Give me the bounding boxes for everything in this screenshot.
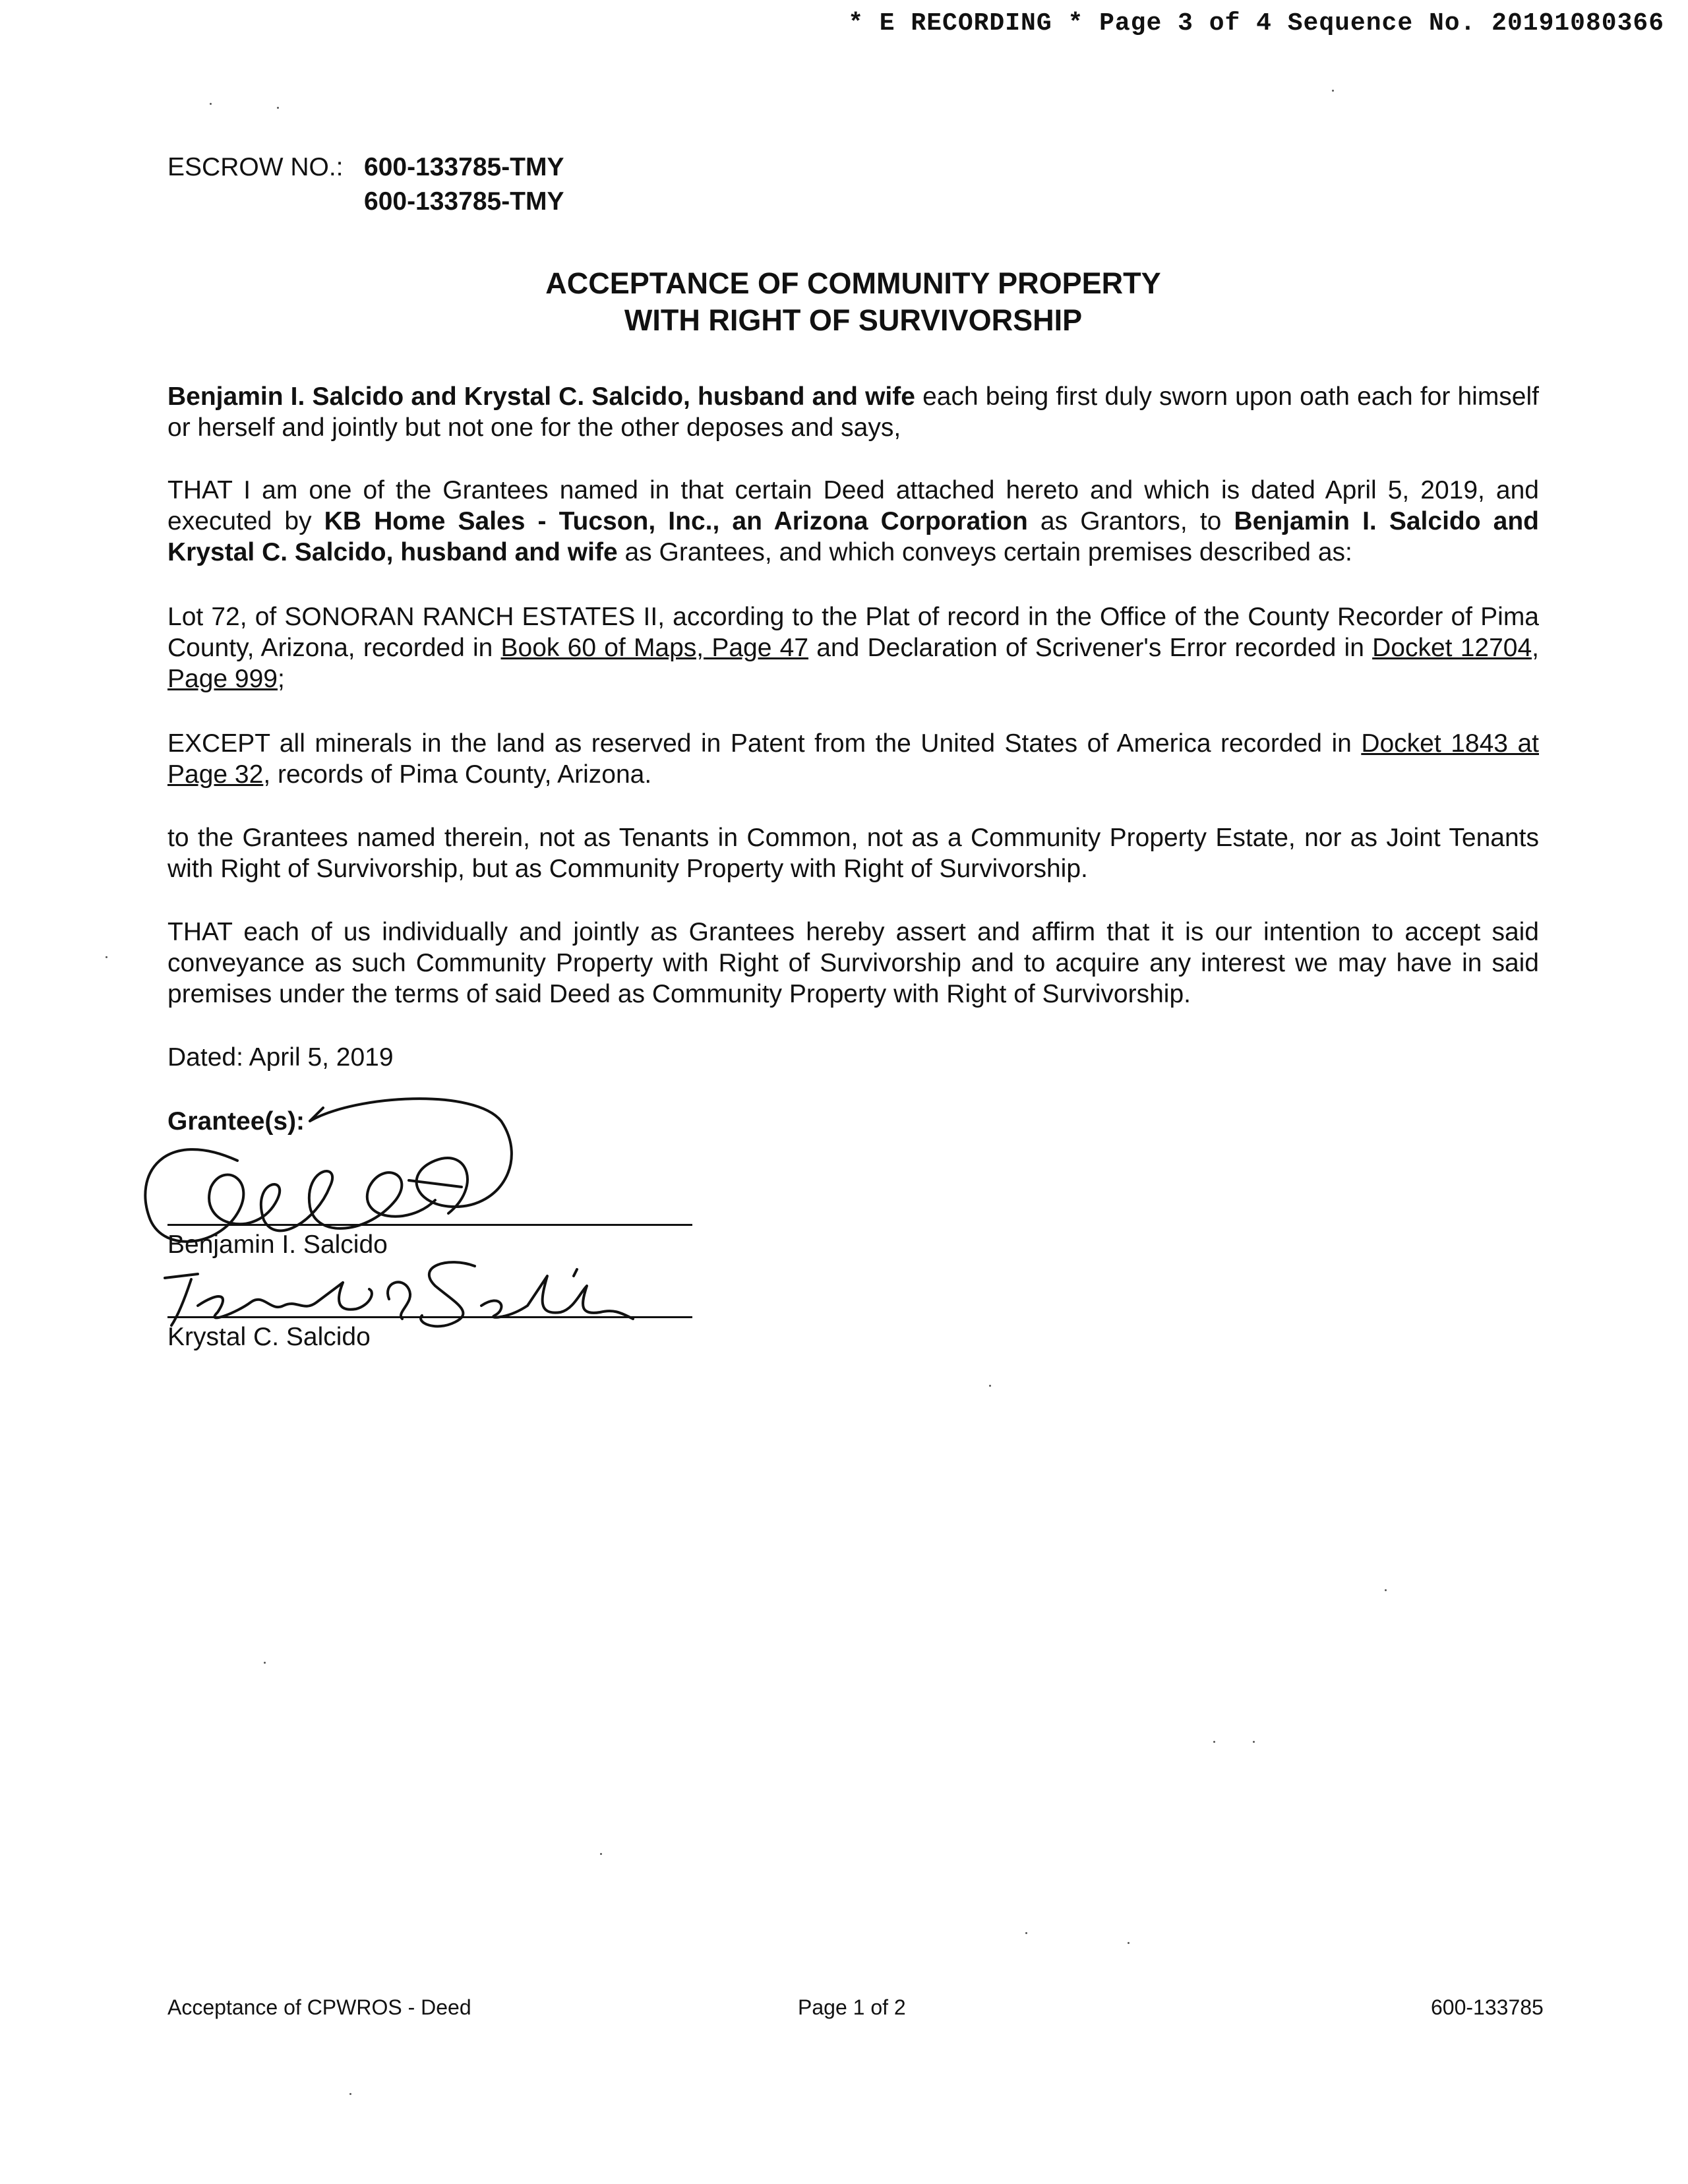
scan-speck: [1253, 1741, 1255, 1743]
legal-text-2: and Declaration of Scrivener's Error recorded in: [808, 634, 1373, 662]
escrow-label: ESCROW NO.:: [167, 153, 344, 181]
recording-header: * E RECORDING * Page 3 of 4 Sequence No. 20191080366: [848, 9, 1664, 38]
footer-right: 600-133785: [1431, 1995, 1544, 2019]
scan-speck: [1332, 90, 1334, 92]
legal-text-3: ;: [278, 665, 285, 693]
scan-speck: [600, 1853, 602, 1855]
deposition-text: each being first duly sworn upon oath each for himself or herself and jointly but not one for the other deposes and says,: [167, 382, 1539, 442]
escrow-number-repeat: 600-133785-TMY: [364, 187, 564, 216]
title-line-2: WITH RIGHT OF SURVIVORSHIP: [624, 303, 1083, 337]
title-line-1: ACCEPTANCE OF COMMUNITY PROPERTY: [545, 266, 1161, 300]
scan-speck: [1025, 1932, 1027, 1934]
exception-text-1: EXCEPT all minerals in the land as reserved in Patent from the United States of America recorded in: [167, 729, 1362, 758]
scan-speck: [349, 2093, 351, 2095]
grantees-names: Benjamin I. Salcido and Krystal C. Salcido, husband and wife: [167, 382, 915, 411]
footer-left: Acceptance of CPWROS - Deed: [167, 1995, 471, 2019]
grantees-names-2: Benjamin I. Salcido and Krystal C. Salcido, husband and wife: [167, 507, 1539, 566]
scan-speck: [1213, 1741, 1215, 1743]
legal-text-1: Lot 72, of SONORAN RANCH ESTATES II, according to the Plat of record in the Office of the County Recorder of Pima County, Arizona, recorded in: [167, 603, 1539, 662]
patent-docket-link[interactable]: Docket 1843 at Page 32: [167, 729, 1539, 789]
scan-speck: [1385, 1589, 1387, 1591]
signer-1-name: Benjamin I. Salcido: [167, 1230, 388, 1259]
footer-page-number: Page 1 of 2: [798, 1995, 906, 2019]
signature-2-stroke: [165, 1274, 372, 1325]
exception-text-2: , records of Pima County, Arizona.: [263, 760, 652, 789]
deed-text-1: THAT I am one of the Grantees named in that certain Deed attached hereto and which is dated April 5, 2019, and executed by: [167, 476, 1539, 535]
escrow-number: 600-133785-TMY: [364, 153, 564, 181]
scan-speck: [1128, 1942, 1130, 1944]
signature-1-stroke: [310, 1099, 512, 1213]
docket-link[interactable]: Docket 12704, Page 999: [167, 634, 1539, 693]
scan-speck: [277, 107, 279, 109]
scan-speck: [210, 103, 212, 105]
deed-text-3: as Grantees, and which conveys certain premises described as:: [617, 538, 1352, 566]
affirmation-text: THAT each of us individually and jointly as Grantees hereby assert and affirm that it is our intention to accept said conveyance as such Community Property with Right of Survivorship and to acquire any interest we may have in said premises under the terms of said Deed as Community Property with Right of Survivorship.: [167, 918, 1539, 1008]
grantees-label: Grantee(s):: [167, 1107, 305, 1136]
scan-speck: [989, 1385, 991, 1387]
deed-text-2: as Grantors, to: [1027, 507, 1234, 535]
book-maps-link[interactable]: Book 60 of Maps, Page 47: [500, 634, 809, 662]
scan-speck: [264, 1662, 266, 1664]
grantor-name: KB Home Sales - Tucson, Inc., an Arizona Corporation: [324, 507, 1028, 535]
tenancy-text: to the Grantees named therein, not as Tenants in Common, not as a Community Property Estate, nor as Joint Tenants with Right of Survivorship, but as Community Property with Right of Survivorship.: [167, 824, 1539, 883]
signer-2-name: Krystal C. Salcido: [167, 1323, 371, 1351]
dated-text: Dated: April 5, 2019: [167, 1043, 394, 1072]
scan-speck: [106, 956, 107, 958]
